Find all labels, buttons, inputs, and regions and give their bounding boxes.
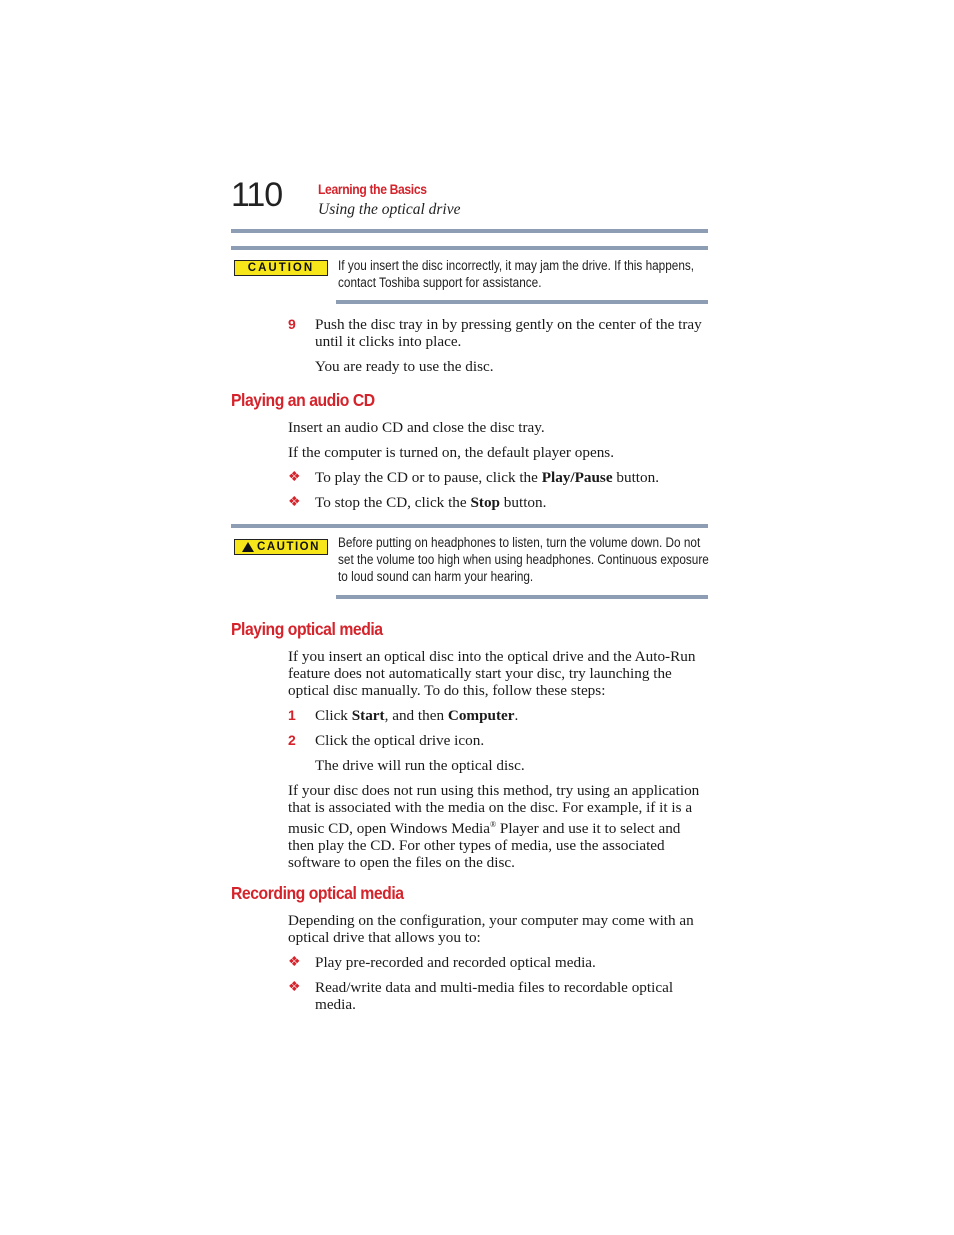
- start-label: Start: [351, 707, 385, 724]
- step-text-part: , and then: [384, 707, 448, 724]
- page-number: 110: [231, 176, 283, 214]
- bullet-text: [315, 494, 546, 511]
- caution-bottom-rule: [336, 595, 708, 599]
- caution-bottom-rule: [336, 300, 708, 304]
- step-text: Push the disc tray in by pressing gently on the center of the tray until it clicks into place.: [315, 316, 702, 350]
- caution-top-rule: [231, 246, 708, 250]
- bullet-text: Play pre-recorded and recorded optical media.: [315, 954, 596, 971]
- section-heading-audio-cd: Playing an audio CD: [231, 390, 375, 410]
- bullet-icon: ❖: [288, 470, 301, 485]
- step-text: [315, 707, 518, 724]
- step-result: You are ready to use the disc.: [315, 358, 494, 375]
- paragraph: If you insert an optical disc into the optical drive and the Auto-Run feature does not automatically start your disc, try launching the optical disc manually. To do this, follow these steps:: [288, 648, 696, 699]
- bullet-icon: ❖: [288, 980, 301, 995]
- bullet-text: Read/write data and multi-media files to recordable optical media.: [315, 979, 674, 1013]
- step-number: 9: [288, 316, 296, 332]
- caution-badge-label: CAUTION: [247, 262, 315, 274]
- bullet-icon: ❖: [288, 495, 301, 510]
- paragraph-part: Player and use it to select and then play the CD. For other types of media, use the associated software to open the files on the disc.: [288, 820, 681, 872]
- bullet-text: [315, 469, 659, 486]
- bullet-text-part: To play the CD or to pause, click the: [315, 469, 542, 486]
- step-number: 1: [288, 707, 296, 723]
- bullet-text-part: button.: [499, 494, 547, 511]
- caution-text: If you insert the disc incorrectly, it may jam the drive. If this happens, contact Toshiba support for assistance.: [338, 258, 695, 290]
- step-text-part: Click: [315, 707, 352, 724]
- paragraph: Insert an audio CD and close the disc tray.: [288, 419, 545, 436]
- step-result: The drive will run the optical disc.: [315, 757, 525, 774]
- computer-label: Computer: [447, 707, 515, 724]
- caution-top-rule: [231, 524, 708, 528]
- section-heading-optical-media: Playing optical media: [231, 619, 383, 639]
- step-text: Click the optical drive icon.: [315, 732, 485, 749]
- caution-badge: [234, 539, 328, 555]
- section-heading-recording: Recording optical media: [231, 883, 404, 903]
- bullet-icon: ❖: [288, 955, 301, 970]
- registered-mark: ®: [490, 820, 497, 829]
- play-pause-label: Play/Pause: [541, 469, 613, 486]
- caution-badge-label: CAUTION: [257, 541, 320, 553]
- section-subtitle: Using the optical drive: [318, 201, 461, 218]
- paragraph: If the computer is turned on, the default player opens.: [288, 444, 615, 461]
- warning-triangle-icon: [242, 542, 254, 552]
- stop-label: Stop: [470, 494, 500, 511]
- paragraph: Depending on the configuration, your computer may come with an optical drive that allows you to:: [288, 912, 694, 946]
- step-number: 2: [288, 732, 296, 748]
- chapter-title: Learning the Basics: [318, 182, 427, 197]
- caution-text: Before putting on headphones to listen, turn the volume down. Do not set the volume too high when using headphones. Continuous exposure to loud sound can harm your hearing.: [338, 535, 709, 584]
- bullet-text-part: To stop the CD, click the: [315, 494, 471, 511]
- header-rule: [231, 229, 708, 233]
- step-text-part: .: [514, 707, 519, 724]
- paragraph-part: If your disc does not run using this method, try using an application that is associated with the media on the disc. For example, if it is a music CD, open Windows Media: [288, 782, 700, 838]
- caution-badge: [234, 260, 328, 276]
- bullet-text-part: button.: [612, 469, 659, 486]
- paragraph: [288, 782, 710, 871]
